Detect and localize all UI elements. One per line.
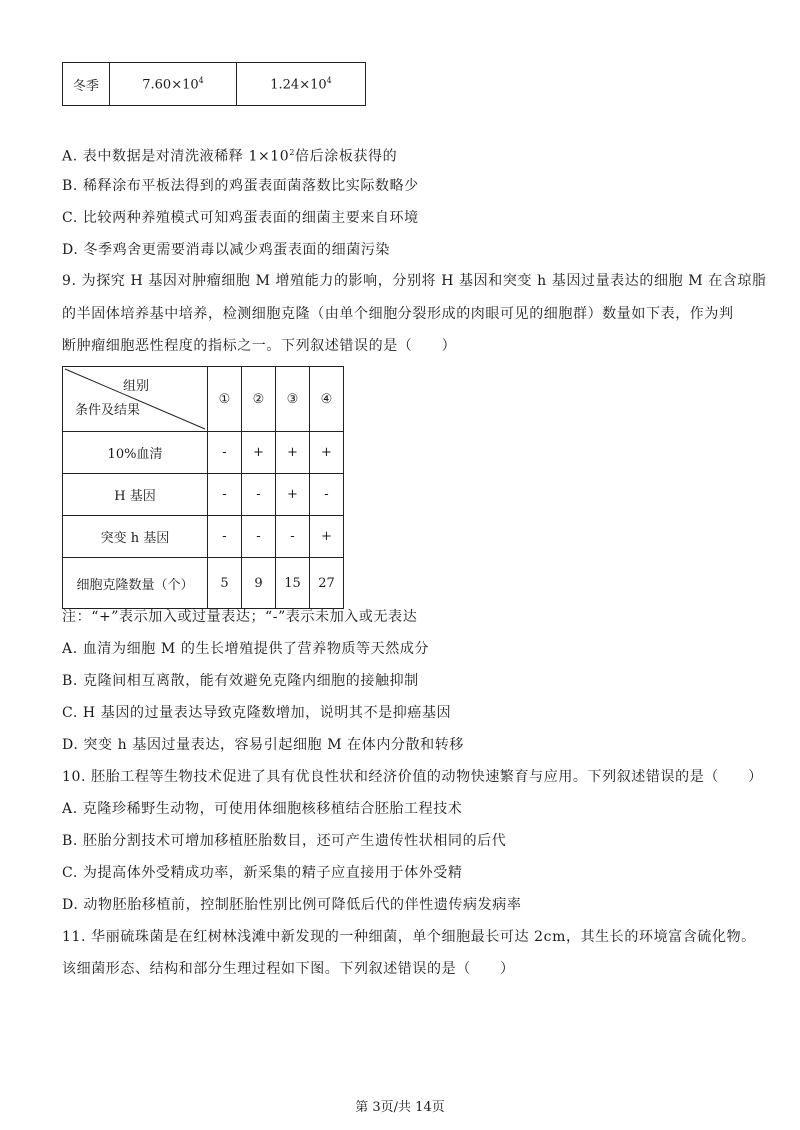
q10-option-b: B. 胚胎分割技术可增加移植胚胎数目，还可产生遗传性状相同的后代 — [62, 833, 507, 849]
table-cell: - — [242, 516, 276, 558]
table-cell: + — [242, 432, 276, 474]
q9-table — [62, 366, 344, 609]
q9-stem-line-3: 断肿瘤细胞恶性程度的指标之一。下列叙述错误的是（ ） — [62, 338, 457, 354]
table-cell: 5 — [208, 558, 242, 609]
table-cell: + — [310, 516, 344, 558]
q8-option-c: C. 比较两种养殖模式可知鸡蛋表面的细菌主要来自环境 — [62, 210, 419, 226]
table-cell: + — [310, 432, 344, 474]
q10-option-d: D. 动物胚胎移植前，控制胚胎性别比例可降低后代的伴性遗传病发病率 — [62, 897, 522, 913]
q11-stem-line-1: 11. 华丽硫珠菌是在红树林浅滩中新发现的一种细菌，单个细胞最长可达 2cm，其生长的环境富含硫化物。 — [62, 929, 756, 945]
season-cell: 冬季 — [63, 63, 110, 106]
table-cell: + — [276, 474, 310, 516]
table-row — [63, 516, 344, 558]
table-row — [63, 432, 344, 474]
q8-option-b: B. 稀释涂布平板法得到的鸡蛋表面菌落数比实际数略少 — [62, 178, 419, 194]
header-diagonal-cell — [63, 367, 208, 432]
row-label: 突变 h 基因 — [63, 516, 208, 558]
q8-option-a: A. 表中数据是对清洗液稀释 $1\times 10^2$倍后涂板获得的 — [62, 148, 398, 165]
table-cell: - — [276, 516, 310, 558]
q10-stem: 10. 胚胎工程等生物技术促进了具有优良性状和经济价值的动物快速繁育与应用。下列叙述错误的是（ ） — [62, 769, 763, 785]
page-footer: 第 3页/共 14页 — [355, 1100, 445, 1115]
q8-option-d: D. 冬季鸡舍更需要消毒以减少鸡蛋表面的细菌污染 — [62, 242, 391, 258]
group-3-header: ③ — [276, 367, 310, 432]
data-table-top — [62, 62, 366, 106]
group-2-header: ② — [242, 367, 276, 432]
group-1-header: ① — [208, 367, 242, 432]
table-cell: + — [276, 432, 310, 474]
row-label: 10%血清 — [63, 432, 208, 474]
table-cell: - — [208, 474, 242, 516]
table-cell: - — [208, 432, 242, 474]
row-label: 细胞克隆数量（个） — [63, 558, 208, 609]
q10-option-c: C. 为提高体外受精成功率，新采集的精子应直接用于体外受精 — [62, 865, 463, 881]
table-cell: - — [310, 474, 344, 516]
header-conditions: 条件及结果 — [75, 403, 141, 418]
q9-note: 注：“+”表示加入或过量表达；“-”表示未加入或无表达 — [62, 609, 418, 625]
table-cell: 27 — [310, 558, 344, 609]
q9-stem-line-2: 的半固体培养基中培养，检测细胞克隆（由单个细胞分裂形成的肉眼可见的细胞群）数量如下表，作为判 — [62, 306, 734, 322]
q10-option-a: A. 克隆珍稀野生动物，可使用体细胞核移植结合胚胎工程技术 — [62, 801, 463, 817]
table-row — [63, 474, 344, 516]
q9-stem-line-1: 9. 为探究 H 基因对肿瘤细胞 M 增殖能力的影响，分别将 H 基因和突变 h 基因过量表达的细胞 M 在含琼脂 — [62, 273, 767, 289]
table-row — [63, 558, 344, 609]
q9-option-d: D. 突变 h 基因过量表达，容易引起细胞 M 在体内分散和转移 — [62, 737, 464, 753]
q9-option-c: C. H 基因的过量表达导致克隆数增加，说明其不是抑癌基因 — [62, 705, 452, 721]
q9-option-a: A. 血清为细胞 M 的生长增殖提供了营养物质等天然成分 — [62, 641, 430, 657]
q11-stem-line-2: 该细菌形态、结构和部分生理过程如下图。下列叙述错误的是（ ） — [62, 961, 515, 977]
table-cell: 9 — [242, 558, 276, 609]
header-group: 组别 — [123, 379, 150, 394]
value-cell-2: $1.24\times 10^4$ — [237, 63, 366, 106]
q9-option-b: B. 克隆间相互离散，能有效避免克隆内细胞的接触抑制 — [62, 673, 419, 689]
value-cell-1: $7.60\times 10^4$ — [110, 63, 237, 106]
table-cell: - — [208, 516, 242, 558]
table-cell: - — [242, 474, 276, 516]
row-label: H 基因 — [63, 474, 208, 516]
group-4-header: ④ — [310, 367, 344, 432]
table-cell: 15 — [276, 558, 310, 609]
